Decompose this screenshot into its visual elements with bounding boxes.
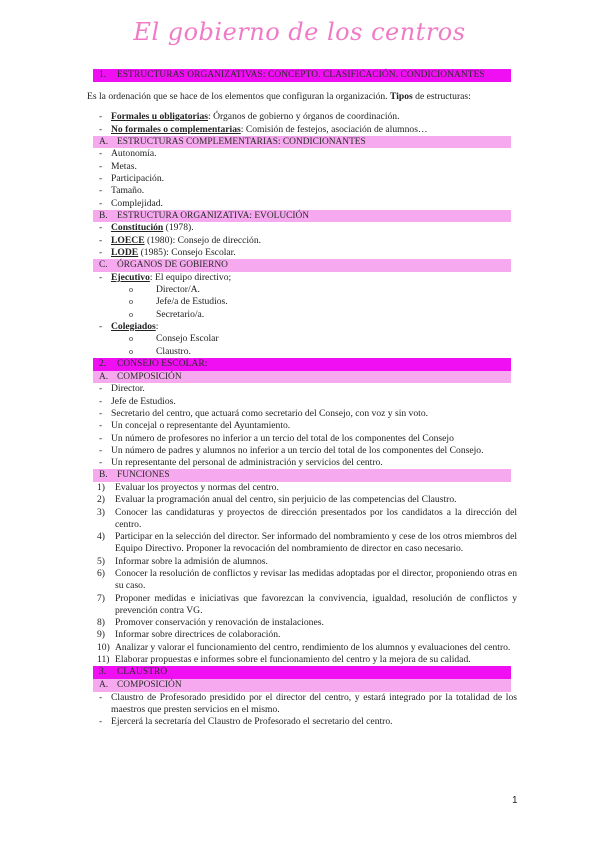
list-item: - Secretario del centro, que actuará como secretario del Consejo, con voz y sin voto. <box>99 407 429 419</box>
numbered-item: 5) Informar sobre la admisión de alumnos. <box>97 555 268 567</box>
numbered-item: 8) Promover conservación y renovación de instalaciones. <box>97 617 324 629</box>
numbered-item: 9) Informar sobre directrices de colaboración. <box>97 629 281 641</box>
list-item: - Complejidad. <box>99 197 163 209</box>
sub-list-item: o Secretario/a. <box>129 308 205 320</box>
numbered-item: 1) Evaluar los proyectos y normas del centro. <box>97 481 279 493</box>
list-item: - No formales o complementarias: Comisión de festejos, asociación de alumnos… <box>99 123 428 135</box>
section-2-header: 2. CONSEJO ESCOLAR: <box>93 358 511 371</box>
document-body <box>87 69 518 729</box>
page-number: 1 <box>512 795 518 806</box>
numbered-item: 3) Conocer las candidaturas y proyectos de dirección presentados por los candidatos a la dirección del centro. <box>97 506 517 530</box>
subsection-header: A. ESTRUCTURAS COMPLEMENTARIAS: CONDICIONANTES <box>93 136 511 149</box>
list-item: - Tamaño. <box>99 185 145 197</box>
list-item: - Jefe de Estudios. <box>99 395 176 407</box>
list-item: - Un número de padres y alumnos no inferior a un tercio del total de los componentes del Consejo. <box>99 444 484 456</box>
section-3-header: 3. CLAUSTRO <box>93 666 511 679</box>
subsection-header: A. COMPOSICIÓN <box>93 679 511 692</box>
list-item: - Un concejal o representante del Ayuntamiento. <box>99 420 291 432</box>
list-item: - Claustro de Profesorado presidido por el director del centro, y estará integrado por la totalidad de los maestros que presten servicios en el mismo. <box>99 691 517 716</box>
list-item: - Un representante del personal de administración y servicios del centro. <box>99 457 383 469</box>
section-number: 1. <box>99 70 107 80</box>
list-item: - Constitución (1978). <box>99 222 194 234</box>
sub-list-item: o Consejo Escolar <box>129 333 219 345</box>
list-item: - Ejercerá la secretaría del Claustro de Profesorado el secretario del centro. <box>99 716 393 728</box>
sub-list-item: o Claustro. <box>129 345 191 357</box>
numbered-item: 4) Participar en la selección del director. Ser informado del nombramiento y cese de los otros miembros del Equipo Directivo. Proponer la revocación del nombramiento de director en caso necesario. <box>97 531 518 555</box>
list-item: - Colegiados: <box>99 320 159 332</box>
subsection-header: C. ÓRGANOS DE GOBIERNO <box>93 259 511 272</box>
subsection-header: B. ESTRUCTURA ORGANIZATIVA: EVOLUCIÓN <box>93 210 511 223</box>
sub-list-item: o Director/A. <box>129 284 200 296</box>
intro-paragraph: Es la ordenación que se hace de los elementos que configuran la organización. Tipos de estructuras: <box>87 91 471 102</box>
numbered-item: 2) Evaluar la programación anual del centro, sin perjuicio de las competencias del Claustro. <box>97 494 457 506</box>
list-item: - LODE (1985): Consejo Escolar. <box>99 246 236 258</box>
list-item: - Autonomía. <box>99 148 157 160</box>
document-title: El gobierno de los centros <box>133 18 466 46</box>
list-item: - Director. <box>99 383 145 395</box>
list-item: - Metas. <box>99 160 137 172</box>
subsection-header: B. FUNCIONES <box>93 469 511 482</box>
numbered-item: 6) Conocer la resolución de conflictos y revisar las medidas adoptadas por el director, proponiendo otras en su caso. <box>97 568 517 592</box>
numbered-item: 7) Proponer medidas e iniciativas que favorezcan la convivencia, igualdad, resolución de conflictos y prevención contra VG. <box>97 592 517 616</box>
sub-list-item: o Jefe/a de Estudios. <box>129 296 228 308</box>
numbered-item: 11) Elaborar propuestas e informes sobre el funcionamiento del centro y la mejora de su calidad. <box>97 654 471 666</box>
subsection-header: A. COMPOSICIÓN <box>93 371 511 384</box>
list-item: - Ejecutivo: El equipo directivo; <box>99 271 232 283</box>
section-1-header <box>93 69 511 82</box>
list-item: - Un número de profesores no inferior a un tercio del total de los componentes del Consejo <box>99 432 454 444</box>
section-heading: ESTRUCTURAS ORGANIZATIVAS: CONCEPTO. CLASIFICACIÓN. CONDICIONANTES <box>117 70 485 80</box>
list-item: - Formales u obligatorias: Órganos de gobierno y órganos de coordinación. <box>99 111 400 123</box>
list-item: - LOECE (1980): Consejo de dirección. <box>99 234 262 246</box>
list-item: - Participación. <box>99 172 165 184</box>
numbered-item: 10) Analizar y valorar el funcionamiento del centro, rendimiento de los alumnos y evaluaciones del centro. <box>97 641 511 653</box>
